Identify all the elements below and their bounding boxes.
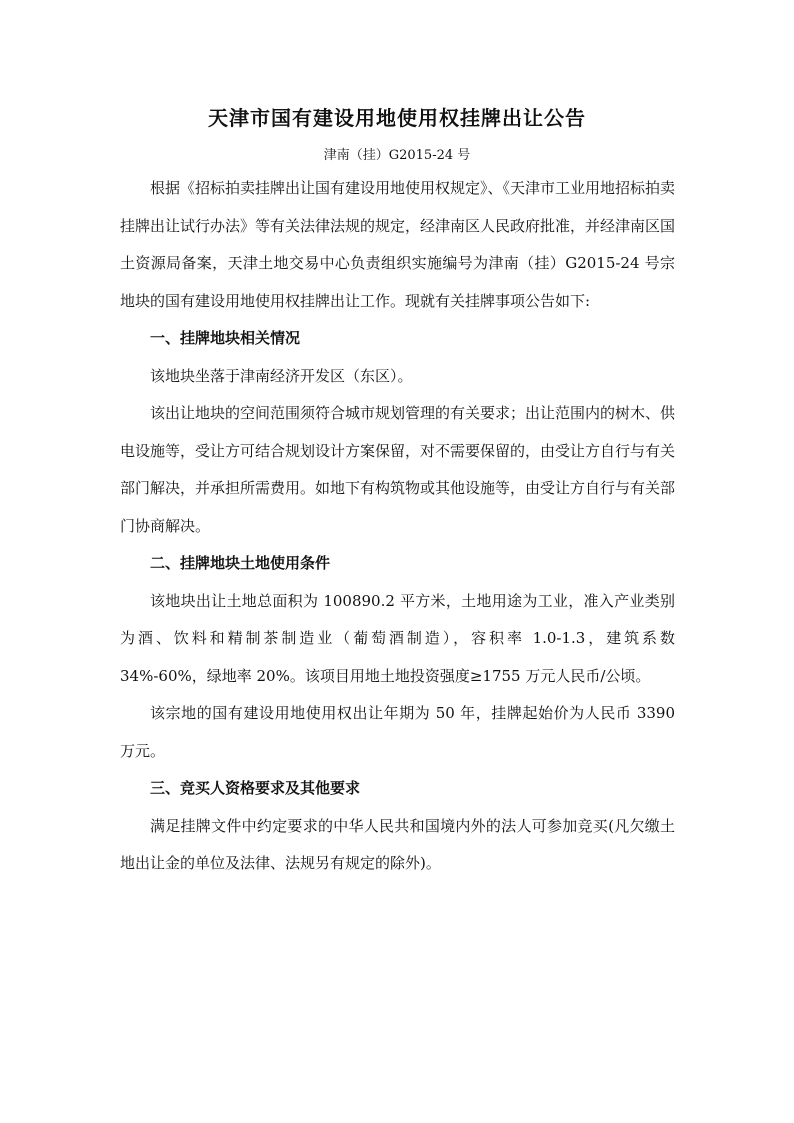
section-1-heading: 一、挂牌地块相关情况	[150, 329, 301, 347]
section-2-paragraph-2: 该宗地的国有建设用地使用权出让年期为 50 年，挂牌起始价为人民币 3390 万元。	[120, 704, 675, 760]
section-3-paragraph-1: 满足挂牌文件中约定要求的中华人民共和国境内外的法人可参加竞买(凡欠缴土地出让金的单位及法律、法规另有规定的除外)。	[120, 816, 675, 872]
intro-paragraph: 根据《招标拍卖挂牌出让国有建设用地使用权规定》、《天津市工业用地招标拍卖挂牌出让试行办法》等有关法律法规的规定，经津南区人民政府批准，并经津南区国土资源局备案，天津土地交易中心负责组织实施编号为津南（挂）G2015-24 号宗地块的国有建设用地使用权挂牌出让工作。现就有关挂牌事项公告如下:	[120, 179, 676, 310]
section-3-heading: 三、竞买人资格要求及其他要求	[150, 779, 361, 797]
section-2-paragraph-1: 该地块出让土地总面积为 100890.2 平方米，土地用途为工业，准入产业类别为酒、饮料和精制茶制造业（葡萄酒制造），容积率 1.0-1.3，建筑系数 34%-60%，绿地率 20%。该项目用地土地投资强度≥1755 万元人民币/公顷。	[120, 591, 675, 685]
document-title: 天津市国有建设用地使用权挂牌出让公告	[208, 106, 586, 130]
document-body	[120, 170, 675, 883]
document-number: 津南（挂）G2015-24 号	[323, 148, 471, 163]
section-2-heading: 二、挂牌地块土地使用条件	[150, 554, 331, 572]
section-1-paragraph-1: 该地块坐落于津南经济开发区（东区）。	[150, 366, 413, 385]
section-1-paragraph-2: 该出让地块的空间范围须符合城市规划管理的有关要求；出让范围内的树木、供电设施等，受让方可结合规划设计方案保留，对不需要保留的，由受让方自行与有关部门解决，并承担所需费用。如地下有构筑物或其他设施等，由受让方自行与有关部门协商解决。	[120, 404, 676, 535]
